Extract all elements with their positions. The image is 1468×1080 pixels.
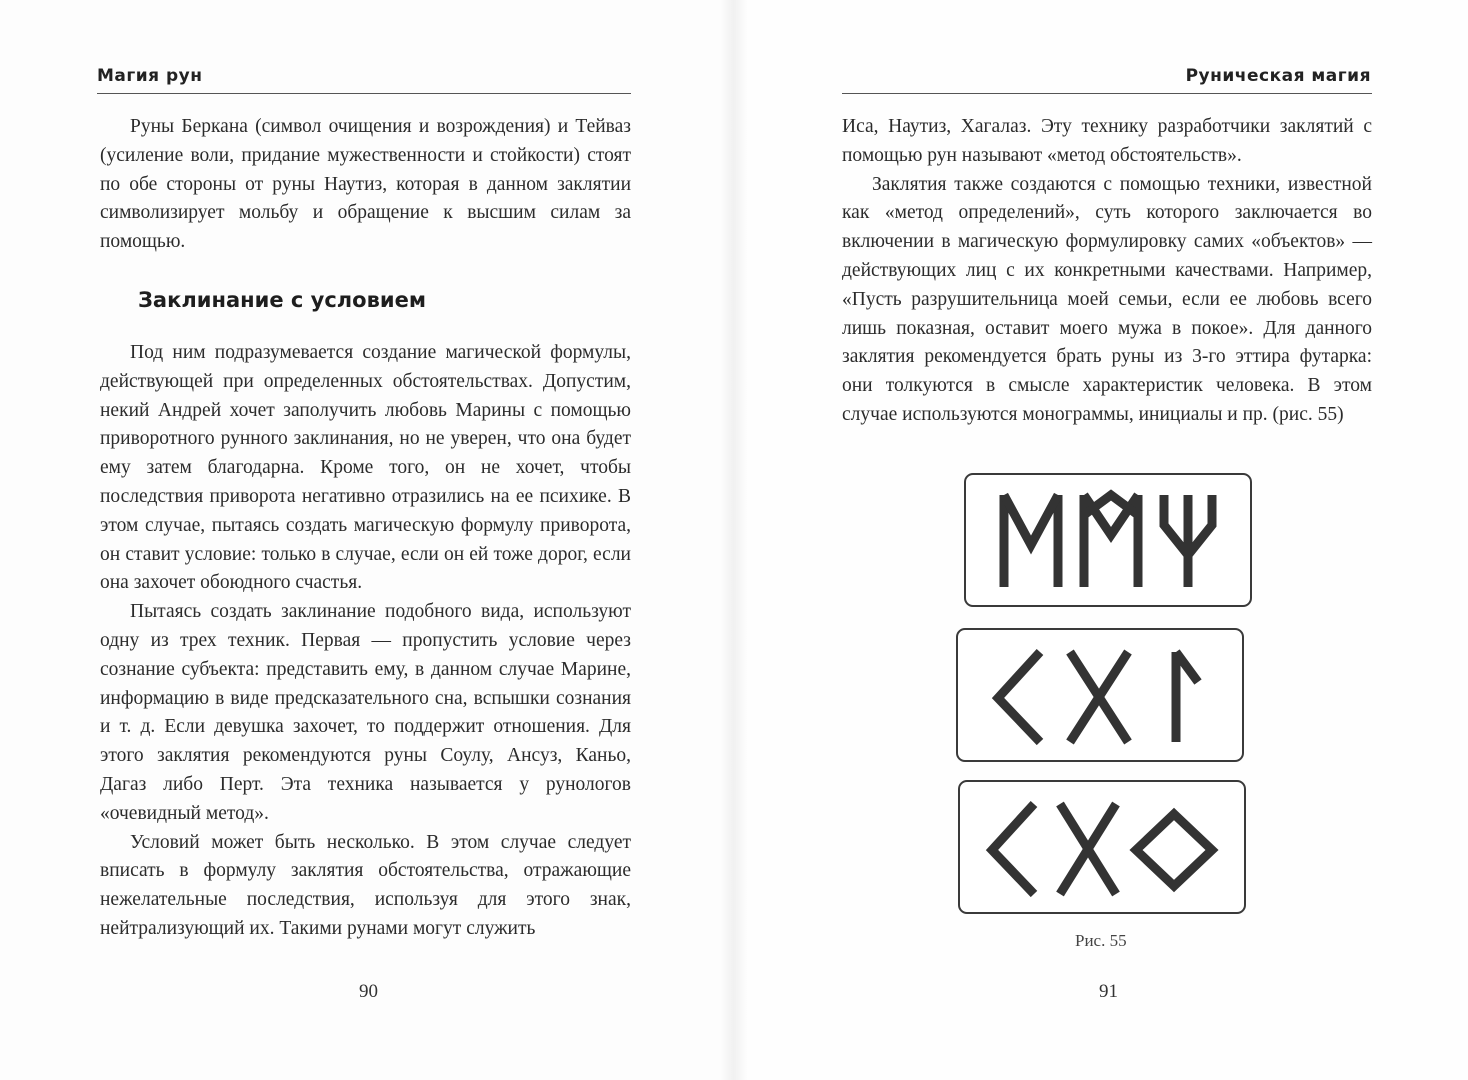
left-page-number: 90 [359,981,378,1002]
right-page [734,0,1468,1080]
left-running-head: Магия рун [97,66,203,86]
paragraph: Пытаясь создать заклинание подобного вида, используют одну из трех техник. Первая — пропустить условие через сознание субъекта: представить ему, в данном случае Марине, информацию в виде предсказательного сна, вспышки сознания и т. д. Если девушка захочет, то поддержит отношения. Для этого заклятия рекомендуются руны Соулу, Ансуз, Каньо, Дагаз либо Перт. Эта техника называется у рунологов «очевидный метод». [100,601,631,824]
rune-box-2 [956,628,1244,762]
rune-algiz-icon [1164,495,1212,587]
rune-ingwaz-icon [1136,814,1212,886]
left-body-text [100,339,631,944]
rune-kenaz-icon [998,652,1040,742]
rune-mannaz-variant-icon [1084,495,1138,587]
rune-gebo-icon [1060,804,1116,894]
right-page-number: 91 [1099,981,1118,1002]
right-body-text [842,113,1372,430]
rune-kenaz-icon [992,804,1034,894]
rune-box-3 [958,780,1246,914]
section-heading: Заклинание с условием [138,288,427,312]
rune-box-1 [964,473,1252,607]
paragraph: Заклятия также создаются с помощью техники, известной как «метод определений», суть которого заключается во включении в магическую формулировку самих «объектов» — действующих лиц с их конкретными качествами. Например, «Пусть разрушительница моей семьи, если ее любовь всего лишь показная, оставит моего мужа в покое». Для данного заклятия рекомендуется брать руны из 3-го эттира футарка: они толкуются в смысле характеристик человека. В этом случае используются монограммы, инициалы и пр. (рис. 55) [842,173,1372,425]
continuation-paragraph: Иса, Наутиз, Хагалаз. Эту технику разработчики заклятий с помощью рун называют «метод обстоятельств». [842,116,1372,166]
intro-paragraph: Руны Беркана (символ очищения и возрождения) и Тейваз (усиление воли, придание мужественности и стойкости) стоят по обе стороны от руны Наутиз, которая в данном заклятии символизирует мольбу и обращение к высшим силам за помощью. [100,116,631,253]
right-running-head: Руническая магия [1185,66,1371,86]
paragraph: Под ним подразумевается создание магической формулы, действующей при определенных обстоятельствах. Допустим, некий Андрей хочет заполучить любовь Марины с помощью приворотного рунного заклинания, но не уверен, что она будет ему затем благодарна. Кроме того, он не хочет, чтобы последствия приворота негативно отразились на ее психике. В этом случае, пытаясь создать магическую формулу приворота, он ставит условие: только в случае, если он ей тоже дорог, если она захочет обоюдного счастья. [100,342,631,594]
rune-row-1-drawing [966,475,1250,605]
rune-row-2-drawing [958,630,1242,760]
rune-row-3-drawing [960,782,1244,912]
book-gutter [720,0,748,1080]
right-head-rule [842,93,1372,94]
figure-caption: Рис. 55 [1075,931,1127,950]
paragraph: Условий может быть несколько. В этом случае следует вписать в формулу заклятия обстоятельства, отражающие нежелательные последствия, используя для этого знак, нейтрализующий их. Такими рунами могут служить [100,831,631,939]
left-intro-text [100,113,631,257]
rune-gebo-icon [1070,652,1128,742]
rune-laguz-icon [1176,652,1198,742]
left-head-rule [97,93,631,94]
rune-mannaz-icon [1004,495,1058,587]
